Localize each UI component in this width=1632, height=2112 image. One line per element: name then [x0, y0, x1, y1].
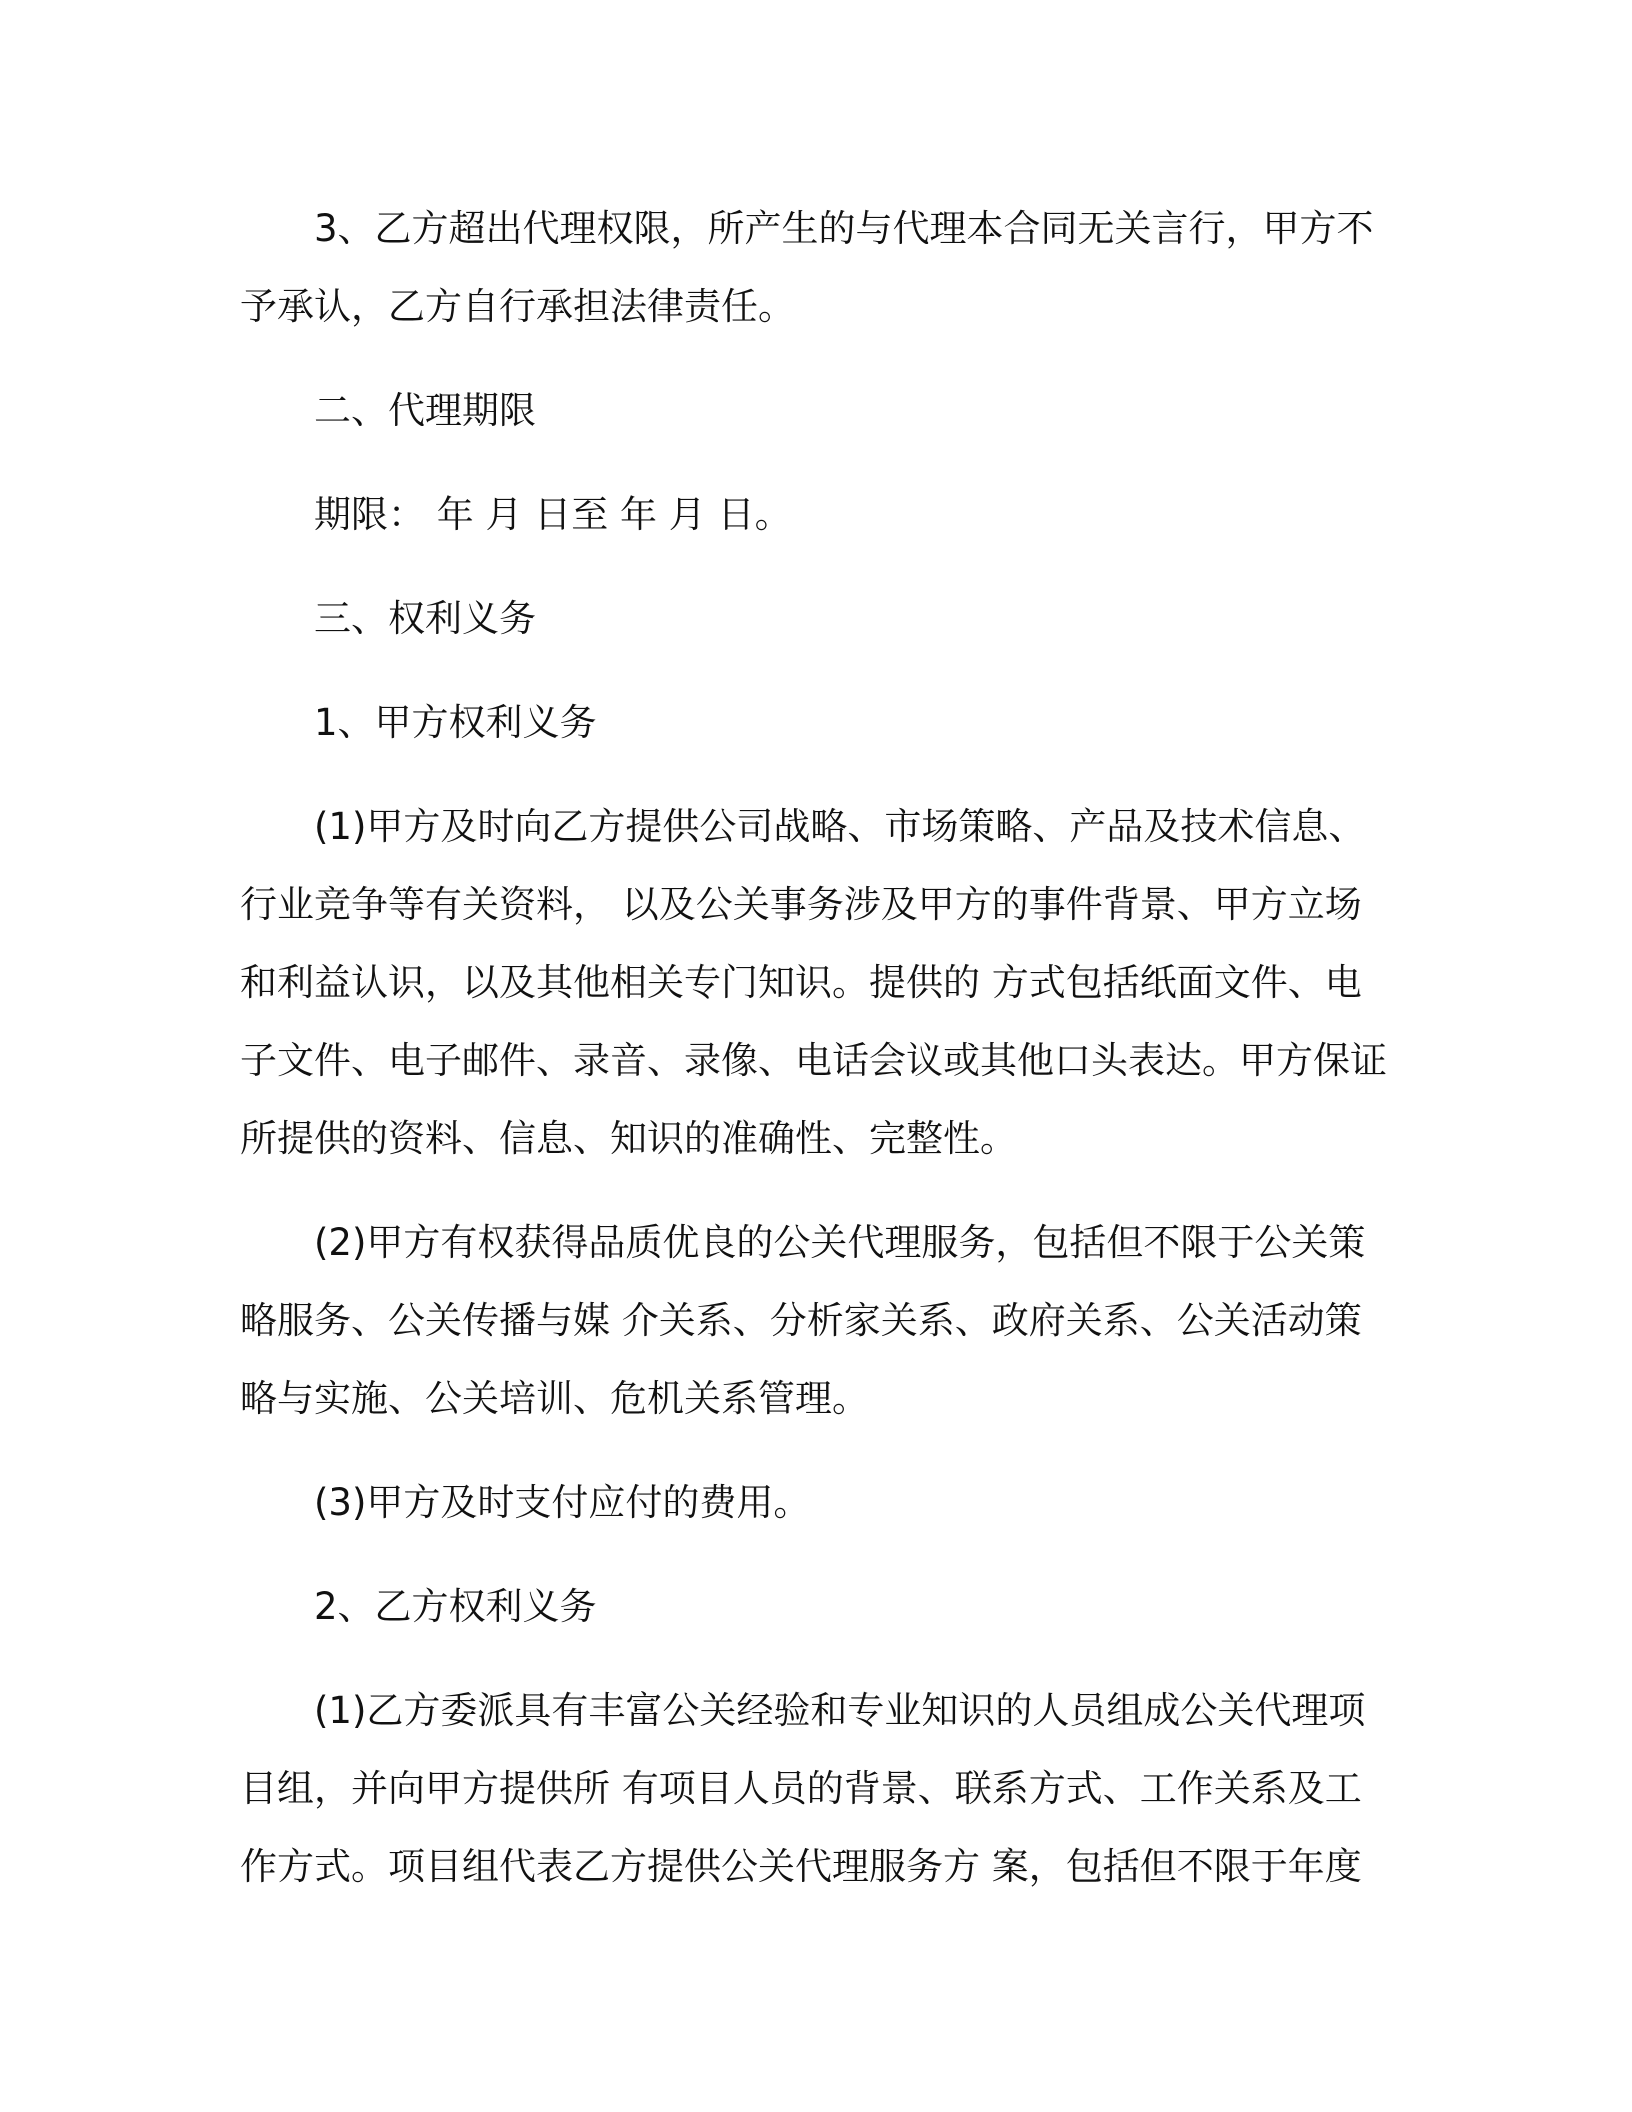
- document-body: [240, 190, 1390, 1906]
- paragraph-party-a-item-1: (1)甲方及时向乙方提供公司战略、市场策略、产品及技术信息、行业竞争等有关资料， 以及公关事务涉及甲方的事件背景、甲方立场和利益认识，以及其他相关专门知识。提供的 方式包括纸面文件、电子文件、电子邮件、录音、录像、电话会议或其他口头表达。甲方保证所提供的资料、信息、知识的准确性、完整性。: [240, 805, 1387, 1160]
- paragraph-party-a-item-3: (3)甲方及时支付应付的费用。: [314, 1481, 811, 1524]
- heading-party-a-rights: 1、甲方权利义务: [314, 701, 597, 744]
- heading-agency-term: 二、代理期限: [314, 389, 536, 432]
- heading-rights-obligations: 三、权利义务: [314, 597, 536, 640]
- paragraph-term-dates: 期限： 年 月 日至 年 月 日。: [314, 493, 792, 536]
- paragraph-clause-3: 3、乙方超出代理权限，所产生的与代理本合同无关言行，甲方不予承认，乙方自行承担法律责任。: [240, 207, 1374, 328]
- heading-party-b-rights: 2、乙方权利义务: [314, 1585, 597, 1628]
- paragraph-party-b-item-1: (1)乙方委派具有丰富公关经验和专业知识的人员组成公关代理项目组，并向甲方提供所 有项目人员的背景、联系方式、工作关系及工作方式。项目组代表乙方提供公关代理服务方 案，包括但不限于年度: [240, 1689, 1366, 1888]
- paragraph-party-a-item-2: (2)甲方有权获得品质优良的公关代理服务，包括但不限于公关策略服务、公关传播与媒 介关系、分析家关系、政府关系、公关活动策略与实施、公关培训、危机关系管理。: [240, 1221, 1366, 1420]
